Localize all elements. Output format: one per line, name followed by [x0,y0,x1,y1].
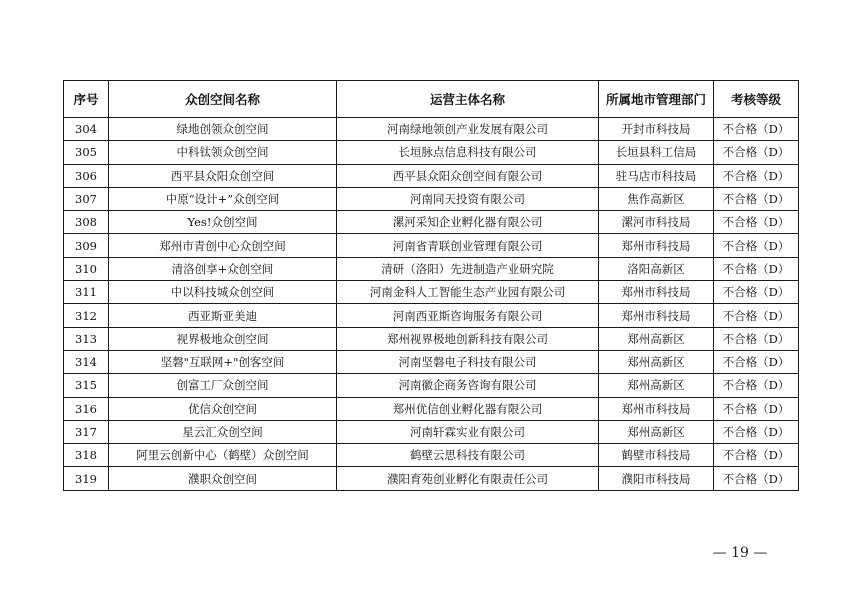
cell-dept: 焦作高新区 [599,187,714,210]
header-grade: 考核等级 [714,81,799,118]
cell-no: 313 [64,327,109,350]
header-dept: 所属地市管理部门 [599,81,714,118]
cell-operator-name: 清研（洛阳）先进制造产业研究院 [337,257,599,280]
cell-space-name: 优信众创空间 [109,397,337,420]
table-row [64,164,799,187]
cell-space-name: Yes!众创空间 [109,211,337,234]
cell-operator-name: 西平县众阳众创空间有限公司 [337,164,599,187]
table-header-row [64,81,799,118]
cell-operator-name: 河南轩霖实业有限公司 [337,420,599,443]
cell-space-name: 创富工厂众创空间 [109,374,337,397]
cell-no: 316 [64,397,109,420]
cell-space-name: 中科钛领众创空间 [109,141,337,164]
cell-dept: 鹤壁市科技局 [599,444,714,467]
cell-operator-name: 河南绿地领创产业发展有限公司 [337,118,599,141]
cell-space-name: 郑州市青创中心众创空间 [109,234,337,257]
table-row [64,257,799,280]
header-no: 序号 [64,81,109,118]
cell-no: 308 [64,211,109,234]
cell-dept: 郑州高新区 [599,327,714,350]
table-row [64,397,799,420]
cell-dept: 郑州市科技局 [599,234,714,257]
cell-grade: 不合格（D） [714,467,799,490]
cell-dept: 郑州高新区 [599,350,714,373]
cell-space-name: 坚磐"互联网+"创客空间 [109,350,337,373]
cell-dept: 濮阳市科技局 [599,467,714,490]
cell-operator-name: 漯河采知企业孵化器有限公司 [337,211,599,234]
cell-no: 318 [64,444,109,467]
table-row [64,374,799,397]
cell-dept: 驻马店市科技局 [599,164,714,187]
table-body [64,118,799,491]
cell-dept: 郑州市科技局 [599,397,714,420]
cell-dept: 洛阳高新区 [599,257,714,280]
cell-space-name: 清洛创享+众创空间 [109,257,337,280]
cell-grade: 不合格（D） [714,327,799,350]
cell-dept: 郑州市科技局 [599,304,714,327]
table-row [64,444,799,467]
spaces-table [63,80,799,491]
cell-no: 317 [64,420,109,443]
table-row [64,141,799,164]
cell-grade: 不合格（D） [714,444,799,467]
header-space-name: 众创空间名称 [109,81,337,118]
cell-grade: 不合格（D） [714,420,799,443]
cell-no: 304 [64,118,109,141]
cell-dept: 开封市科技局 [599,118,714,141]
table-row [64,211,799,234]
cell-grade: 不合格（D） [714,350,799,373]
cell-dept: 长垣县科工信局 [599,141,714,164]
cell-dept: 郑州高新区 [599,420,714,443]
cell-grade: 不合格（D） [714,374,799,397]
cell-operator-name: 河南徽企商务咨询有限公司 [337,374,599,397]
cell-no: 309 [64,234,109,257]
cell-grade: 不合格（D） [714,281,799,304]
cell-grade: 不合格（D） [714,234,799,257]
cell-grade: 不合格（D） [714,164,799,187]
cell-space-name: 视界极地众创空间 [109,327,337,350]
cell-dept: 漯河市科技局 [599,211,714,234]
cell-operator-name: 濮阳育苑创业孵化有限责任公司 [337,467,599,490]
cell-operator-name: 郑州优信创业孵化器有限公司 [337,397,599,420]
cell-operator-name: 河南西亚斯咨询服务有限公司 [337,304,599,327]
cell-dept: 郑州高新区 [599,374,714,397]
cell-no: 312 [64,304,109,327]
cell-grade: 不合格（D） [714,211,799,234]
header-operator-name: 运营主体名称 [337,81,599,118]
cell-operator-name: 河南金科人工智能生态产业园有限公司 [337,281,599,304]
cell-grade: 不合格（D） [714,304,799,327]
cell-space-name: 阿里云创新中心（鹤壁）众创空间 [109,444,337,467]
cell-operator-name: 鹤壁云思科技有限公司 [337,444,599,467]
cell-space-name: 西平县众阳众创空间 [109,164,337,187]
cell-operator-name: 长垣脉点信息科技有限公司 [337,141,599,164]
table-row [64,118,799,141]
cell-no: 315 [64,374,109,397]
cell-grade: 不合格（D） [714,141,799,164]
table-row [64,467,799,490]
cell-no: 314 [64,350,109,373]
cell-grade: 不合格（D） [714,397,799,420]
cell-grade: 不合格（D） [714,187,799,210]
cell-operator-name: 郑州视界极地创新科技有限公司 [337,327,599,350]
cell-grade: 不合格（D） [714,257,799,280]
cell-space-name: 西亚斯亚美迪 [109,304,337,327]
cell-dept: 郑州市科技局 [599,281,714,304]
cell-no: 306 [64,164,109,187]
cell-space-name: 中以科技城众创空间 [109,281,337,304]
table-row [64,350,799,373]
table-row [64,187,799,210]
cell-no: 307 [64,187,109,210]
cell-operator-name: 河南省青联创业管理有限公司 [337,234,599,257]
table-row [64,420,799,443]
cell-no: 310 [64,257,109,280]
table-row [64,281,799,304]
cell-space-name: 绿地创领众创空间 [109,118,337,141]
cell-grade: 不合格（D） [714,118,799,141]
cell-operator-name: 河南同天投资有限公司 [337,187,599,210]
table-row [64,304,799,327]
page-number: — 19 — [712,545,768,561]
table-row [64,327,799,350]
cell-operator-name: 河南坚磐电子科技有限公司 [337,350,599,373]
cell-no: 311 [64,281,109,304]
cell-space-name: 中原“设计+”众创空间 [109,187,337,210]
cell-space-name: 星云汇众创空间 [109,420,337,443]
cell-space-name: 濮职众创空间 [109,467,337,490]
cell-no: 305 [64,141,109,164]
cell-no: 319 [64,467,109,490]
table-row [64,234,799,257]
